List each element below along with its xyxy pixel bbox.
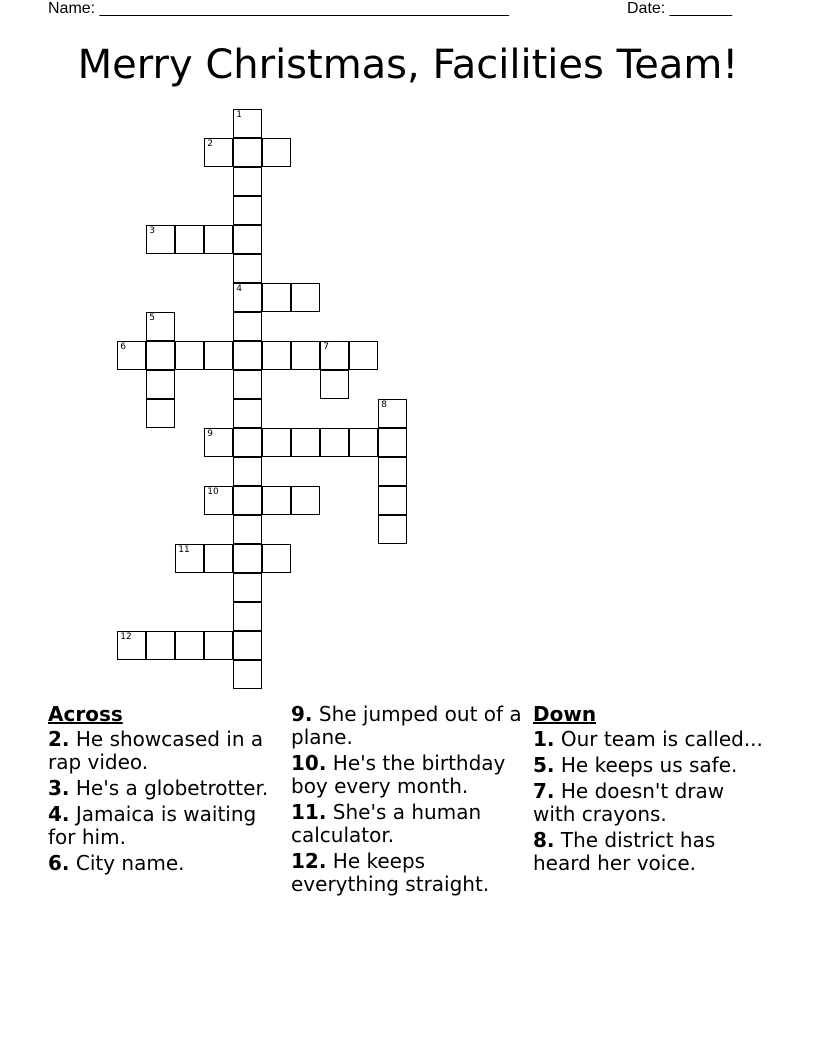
grid-cell[interactable] [117,631,146,660]
grid-cell[interactable] [233,457,262,486]
grid-cell[interactable] [175,544,204,573]
grid-cell[interactable] [291,341,320,370]
down-heading: Down [533,702,597,726]
page-title: Merry Christmas, Facilities Team! [77,42,739,88]
grid-cell[interactable] [233,254,262,283]
clue-number: 5 [149,313,155,324]
clue-across-10: 10. He's the birthday boy every month. [291,751,506,798]
clue-across-9: 9. She jumped out of a plane. [291,702,522,749]
name-field-label: Name: ______________________________________________ [48,0,509,17]
grid-cell[interactable] [291,428,320,457]
grid-cell[interactable] [204,544,233,573]
clues-column-2 [291,703,526,899]
grid-cell[interactable] [262,544,291,573]
clue-number: 1 [236,110,242,121]
grid-cell[interactable] [233,631,262,660]
grid-cell[interactable] [349,341,378,370]
clue-number: 9 [207,429,213,440]
clue-across-11: 11. She's a human calculator. [291,800,482,847]
clue-down-5: 5. He keeps us safe. [533,753,738,777]
grid-cell[interactable] [233,486,262,515]
grid-cell[interactable] [262,283,291,312]
grid-cell[interactable] [349,428,378,457]
grid-cell[interactable] [233,602,262,631]
grid-cell[interactable] [233,544,262,573]
grid-cell[interactable] [204,138,233,167]
grid-cell[interactable] [320,341,349,370]
grid-cell[interactable] [233,225,262,254]
clue-number: 8 [381,400,387,411]
clue-across-6: 6. City name. [48,851,185,875]
clue-number: 6 [120,342,126,353]
grid-cell[interactable] [291,486,320,515]
grid-cell[interactable] [378,515,407,544]
grid-cell[interactable] [233,341,262,370]
grid-cell[interactable] [117,341,146,370]
grid-cell[interactable] [175,225,204,254]
clue-number: 4 [236,284,242,295]
grid-cell[interactable] [146,631,175,660]
grid-cell[interactable] [175,631,204,660]
grid-cell[interactable] [146,370,175,399]
grid-cell[interactable] [378,486,407,515]
grid-cell[interactable] [233,370,262,399]
grid-cell[interactable] [262,138,291,167]
grid-cell[interactable] [204,486,233,515]
grid-cell[interactable] [233,138,262,167]
grid-cell[interactable] [204,341,233,370]
grid-cell[interactable] [146,225,175,254]
clue-across-12: 12. He keeps everything straight. [291,849,490,896]
grid-cell[interactable] [233,167,262,196]
grid-cell[interactable] [146,341,175,370]
grid-cell[interactable] [233,312,262,341]
grid-cell[interactable] [204,225,233,254]
clue-number: 11 [178,545,190,556]
grid-cell[interactable] [146,312,175,341]
grid-cell[interactable] [204,428,233,457]
clue-across-2: 2. He showcased in a rap video. [48,727,264,774]
grid-cell[interactable] [378,399,407,428]
clue-down-8: 8. The district has heard her voice. [533,828,716,875]
clue-number: 12 [120,632,132,643]
grid-cell[interactable] [320,428,349,457]
grid-cell[interactable] [233,428,262,457]
grid-cell[interactable] [233,660,262,689]
grid-cell[interactable] [233,283,262,312]
grid-cell[interactable] [204,631,233,660]
clue-number: 10 [207,487,219,498]
clue-number: 7 [323,342,329,353]
across-heading: Across [48,702,123,726]
grid-cell[interactable] [233,399,262,428]
grid-cell[interactable] [175,341,204,370]
clue-number: 3 [149,226,155,237]
grid-cell[interactable] [378,457,407,486]
clues-column-1 [48,703,283,878]
grid-cell[interactable] [146,399,175,428]
grid-cell[interactable] [262,428,291,457]
clue-down-1: 1. Our team is called... [533,727,763,751]
grid-cell[interactable] [262,341,291,370]
clues-column-3 [533,703,768,878]
grid-cell[interactable] [233,573,262,602]
clue-number: 2 [207,139,213,150]
clue-across-3: 3. He's a globetrotter. [48,776,269,800]
grid-cell[interactable] [378,428,407,457]
grid-cell[interactable] [320,370,349,399]
grid-cell[interactable] [262,486,291,515]
grid-cell[interactable] [233,109,262,138]
grid-cell[interactable] [233,515,262,544]
clue-across-4: 4. Jamaica is waiting for him. [48,802,257,849]
date-field-label: Date: _______ [627,0,732,17]
grid-cell[interactable] [291,283,320,312]
clue-down-7: 7. He doesn't draw with crayons. [533,779,725,826]
grid-cell[interactable] [233,196,262,225]
